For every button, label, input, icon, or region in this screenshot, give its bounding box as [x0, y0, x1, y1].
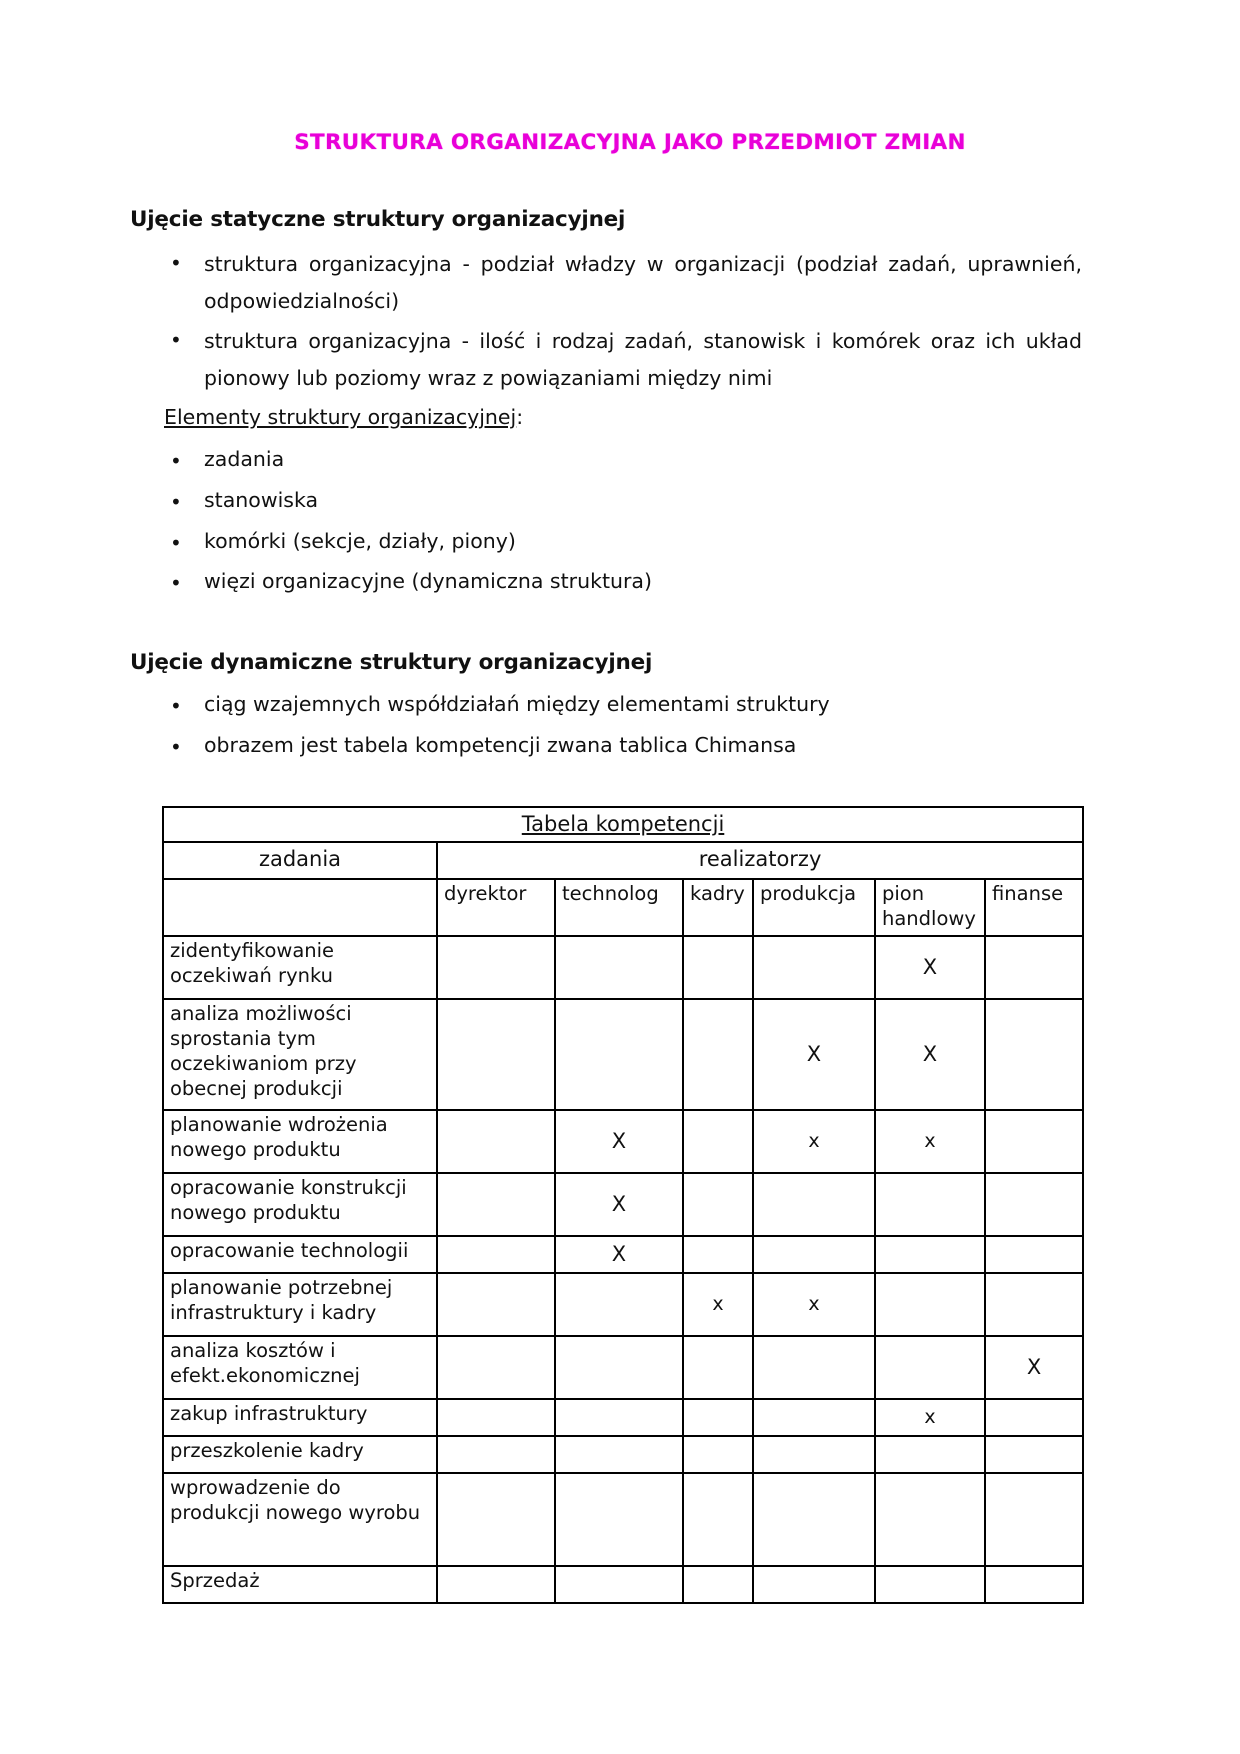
mark-cell-pion-handlowy — [875, 1436, 985, 1473]
elements-subheading — [164, 401, 1090, 434]
mark-cell-kadry — [683, 1110, 753, 1173]
table-row — [163, 999, 1083, 1110]
mark-cell-finanse — [985, 1436, 1083, 1473]
competence-table — [162, 806, 1084, 1605]
mark-cell-technolog — [555, 1399, 683, 1436]
mark-cell-technolog — [555, 1473, 683, 1566]
column-header-kadry: kadry — [683, 879, 753, 936]
mark-cell-pion-handlowy: X — [875, 936, 985, 999]
list-item: • obrazem jest tabela kompetencji zwana tablica Chimansa — [130, 730, 1090, 762]
mark-cell-dyrektor — [437, 1473, 555, 1566]
mark-cell-kadry — [683, 1236, 753, 1273]
column-header-blank — [163, 879, 437, 936]
mark-cell-technolog: X — [555, 1173, 683, 1236]
mark-cell-pion-handlowy: X — [875, 999, 985, 1110]
mark-cell-technolog — [555, 1273, 683, 1336]
table-row — [163, 1236, 1083, 1273]
mark-cell-produkcja: x — [753, 1110, 875, 1173]
mark-cell-finanse — [985, 1110, 1083, 1173]
elements-subheading-colon: : — [516, 405, 524, 430]
mark-cell-kadry — [683, 999, 753, 1110]
mark-cell-produkcja — [753, 1336, 875, 1399]
competence-table-wrapper — [162, 806, 1090, 1605]
mark-cell-finanse — [985, 1236, 1083, 1273]
mark-cell-kadry — [683, 1473, 753, 1566]
mark-cell-dyrektor — [437, 1399, 555, 1436]
task-cell: planowanie potrzebnej infrastruktury i kadry — [163, 1273, 437, 1336]
list-item: • komórki (sekcje, działy, piony) — [130, 526, 1090, 558]
list-item: • ciąg wzajemnych współdziałań między elementami struktury — [130, 689, 1090, 721]
mark-cell-technolog — [555, 1436, 683, 1473]
mark-cell-produkcja — [753, 1399, 875, 1436]
mark-cell-pion-handlowy — [875, 1273, 985, 1336]
mark-cell-dyrektor — [437, 936, 555, 999]
mark-cell-pion-handlowy: x — [875, 1110, 985, 1173]
table-row — [163, 1473, 1083, 1566]
mark-cell-produkcja — [753, 1473, 875, 1566]
table-row — [163, 1566, 1083, 1603]
column-header-produkcja: produkcja — [753, 879, 875, 936]
mark-cell-pion-handlowy — [875, 1566, 985, 1603]
table-row — [163, 1336, 1083, 1399]
static-bullet-list — [130, 246, 1090, 397]
mark-cell-produkcja: x — [753, 1273, 875, 1336]
table-row — [163, 1436, 1083, 1473]
mark-cell-finanse: X — [985, 1336, 1083, 1399]
mark-cell-technolog — [555, 999, 683, 1110]
mark-cell-finanse — [985, 936, 1083, 999]
task-cell: Sprzedaż — [163, 1566, 437, 1603]
mark-cell-produkcja — [753, 1436, 875, 1473]
table-row — [163, 936, 1083, 999]
mark-cell-technolog — [555, 936, 683, 999]
list-item: • więzi organizacyjne (dynamiczna struktura) — [130, 566, 1090, 598]
dynamic-bullet-list — [130, 689, 1090, 762]
mark-cell-finanse — [985, 1566, 1083, 1603]
mark-cell-technolog: X — [555, 1110, 683, 1173]
mark-cell-kadry: x — [683, 1273, 753, 1336]
column-group-performers: realizatorzy — [437, 842, 1083, 879]
column-group-tasks: zadania — [163, 842, 437, 879]
mark-cell-technolog — [555, 1566, 683, 1603]
mark-cell-pion-handlowy — [875, 1473, 985, 1566]
task-cell: opracowanie konstrukcji nowego produktu — [163, 1173, 437, 1236]
structure-elements-list — [130, 444, 1090, 598]
task-cell: wprowadzenie do produkcji nowego wyrobu — [163, 1473, 437, 1566]
list-item: • struktura organizacyjna - ilość i rodzaj zadań, stanowisk i komórek oraz ich układ pionowy lub poziomy wraz z powiązaniami między nimi — [130, 323, 1090, 398]
mark-cell-produkcja — [753, 1566, 875, 1603]
section-heading-static: Ujęcie statyczne struktury organizacyjnej — [130, 207, 626, 232]
task-cell: analiza możliwości sprostania tym oczekiwaniom przy obecnej produkcji — [163, 999, 437, 1110]
column-header-finanse: finanse — [985, 879, 1083, 936]
column-header-dyrektor: dyrektor — [437, 879, 555, 936]
mark-cell-kadry — [683, 1436, 753, 1473]
mark-cell-finanse — [985, 1399, 1083, 1436]
task-cell: zidentyfikowanie oczekiwań rynku — [163, 936, 437, 999]
mark-cell-kadry — [683, 1336, 753, 1399]
table-caption — [163, 807, 1083, 843]
task-cell: zakup infrastruktury — [163, 1399, 437, 1436]
mark-cell-dyrektor — [437, 999, 555, 1110]
mark-cell-pion-handlowy — [875, 1173, 985, 1236]
mark-cell-finanse — [985, 1273, 1083, 1336]
mark-cell-pion-handlowy — [875, 1336, 985, 1399]
mark-cell-finanse — [985, 999, 1083, 1110]
mark-cell-kadry — [683, 1399, 753, 1436]
mark-cell-dyrektor — [437, 1336, 555, 1399]
mark-cell-produkcja — [753, 1173, 875, 1236]
mark-cell-finanse — [985, 1473, 1083, 1566]
table-row — [163, 1110, 1083, 1173]
column-header-pion-handlowy: pion handlowy — [875, 879, 985, 936]
list-item: • stanowiska — [130, 485, 1090, 517]
task-cell: opracowanie technologii — [163, 1236, 437, 1273]
task-cell: planowanie wdrożenia nowego produktu — [163, 1110, 437, 1173]
mark-cell-pion-handlowy: x — [875, 1399, 985, 1436]
mark-cell-dyrektor — [437, 1436, 555, 1473]
mark-cell-dyrektor — [437, 1236, 555, 1273]
table-caption-text: Tabela kompetencji — [521, 811, 725, 836]
elements-subheading-text: Elementy struktury organizacyjnej — [164, 405, 517, 430]
mark-cell-dyrektor — [437, 1273, 555, 1336]
mark-cell-technolog — [555, 1336, 683, 1399]
page-title: STRUKTURA ORGANIZACYJNA JAKO PRZEDMIOT ZMIAN — [294, 130, 966, 155]
mark-cell-produkcja: X — [753, 999, 875, 1110]
mark-cell-pion-handlowy — [875, 1236, 985, 1273]
list-item: • struktura organizacyjna - podział władzy w organizacji (podział zadań, uprawnień, odpowiedzialności) — [130, 246, 1090, 321]
table-group-header-row — [163, 842, 1083, 879]
task-cell: przeszkolenie kadry — [163, 1436, 437, 1473]
mark-cell-kadry — [683, 936, 753, 999]
mark-cell-kadry — [683, 1173, 753, 1236]
mark-cell-kadry — [683, 1566, 753, 1603]
mark-cell-dyrektor — [437, 1173, 555, 1236]
table-row — [163, 1273, 1083, 1336]
table-caption-row — [163, 807, 1083, 843]
mark-cell-produkcja — [753, 936, 875, 999]
task-cell: analiza kosztów i efekt.ekonomicznej — [163, 1336, 437, 1399]
table-row — [163, 1173, 1083, 1236]
mark-cell-produkcja — [753, 1236, 875, 1273]
list-item: • zadania — [130, 444, 1090, 476]
competence-table-body — [163, 807, 1083, 1604]
mark-cell-dyrektor — [437, 1566, 555, 1603]
mark-cell-finanse — [985, 1173, 1083, 1236]
mark-cell-dyrektor — [437, 1110, 555, 1173]
table-column-header-row — [163, 879, 1083, 936]
table-row — [163, 1399, 1083, 1436]
section-heading-dynamic: Ujęcie dynamiczne struktury organizacyjnej — [130, 650, 653, 676]
column-header-technolog: technolog — [555, 879, 683, 936]
mark-cell-technolog: X — [555, 1236, 683, 1273]
